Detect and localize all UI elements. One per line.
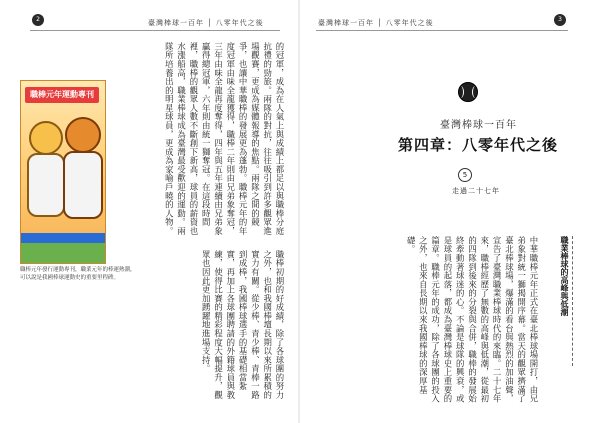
section-number-badge: 5 <box>458 168 472 182</box>
book-gutter <box>298 0 300 423</box>
right-page-number: 3 <box>554 14 566 26</box>
left-bottom-text: 職棒初期的好成績，除了各球團的努力之外，也和我國棒壇長期以來所累積的實力有關。從少棒、青少棒、青棒一路到成棒，我國棒球選手的基礎相當紮實，再加上各球團聘請的外籍球員與教練，使得比賽的精彩程度大幅提升，觀眾也因此更加踴躍地進場支持。 <box>201 250 285 400</box>
vertical-section-heading: 職業棒球的高峰與低潮 <box>548 236 573 366</box>
left-running-head: 臺灣棒球一百年 │ 八零年代之後 <box>148 19 264 27</box>
lion-mascot-body <box>63 151 103 219</box>
right-main-text: 中華職棒元年正式在臺北棒球場開打，由兄弟象對統一獅揭開序幕。當天的觀眾擠滿了臺北棒球場，爆滿的看台與熱烈的加油聲，宣告了臺灣職業棒球時代的來臨。二十七年來，職棒經歷了無數的高峰與低潮，從最初的四隊到後來的分裂與合併，職棒的發展始終牽動著球迷的心。不論是球隊的興衰，或是球員的起落，都成為臺灣棒球史上重要的篇章。職棒元年的成功，除了各球團的投入之外，也來自長期以來我國棒球的深厚基礎。 <box>406 236 539 404</box>
photo-field-ground <box>21 243 105 263</box>
book-title: 臺灣棒球一百年 <box>440 120 517 131</box>
magazine-cover-photo <box>20 80 106 264</box>
left-header-rule <box>30 30 280 31</box>
section-title: 走過二十七年 <box>452 187 500 195</box>
chapter-title: 第四章：八零年代之後 <box>398 136 559 154</box>
left-main-text: 的冠軍，成為在人氣上與成績上都足以與職棒分庭抗禮的勁旅。兩隊的對抗，往往吸引到許多觀眾進場觀賽，更成為媒體報導的焦點。兩隊之間的競爭，也讓中華職棒的發展更為蓬勃。職棒元年的年度冠軍由味全龍獲得，職棒二年則由兄弟象奪冠，三年由味全龍再度奪得，四年與五年連續由兄弟象贏得總冠軍，六年則由統一獅奪冠。在這段時間裡，職棒的觀眾人數不斷創下新高，球員的薪資也水漲船高，職業棒球成為臺灣最受歡迎的運動。兩隊所培養出的明星球員，更成為家喻戶曉的人物。 <box>164 42 285 236</box>
photo-magazine-title: 職棒元年運動專刊 <box>25 87 99 103</box>
left-page-number: 2 <box>32 14 44 26</box>
right-running-head: 臺灣棒球一百年 │ 八零年代之後 <box>318 19 434 27</box>
photo-caption: 職棒元年發行運動專刊，職業元年的棒運熱潮，可以說是我國棒球運動史的重要里程碑。 <box>20 267 136 281</box>
right-header-rule <box>316 30 568 31</box>
tiger-mascot-head <box>29 121 63 155</box>
baseball-icon <box>458 82 478 102</box>
lion-mascot-head <box>65 117 101 153</box>
photo-blue-stripe <box>21 233 105 243</box>
tiger-mascot-body <box>27 153 65 217</box>
